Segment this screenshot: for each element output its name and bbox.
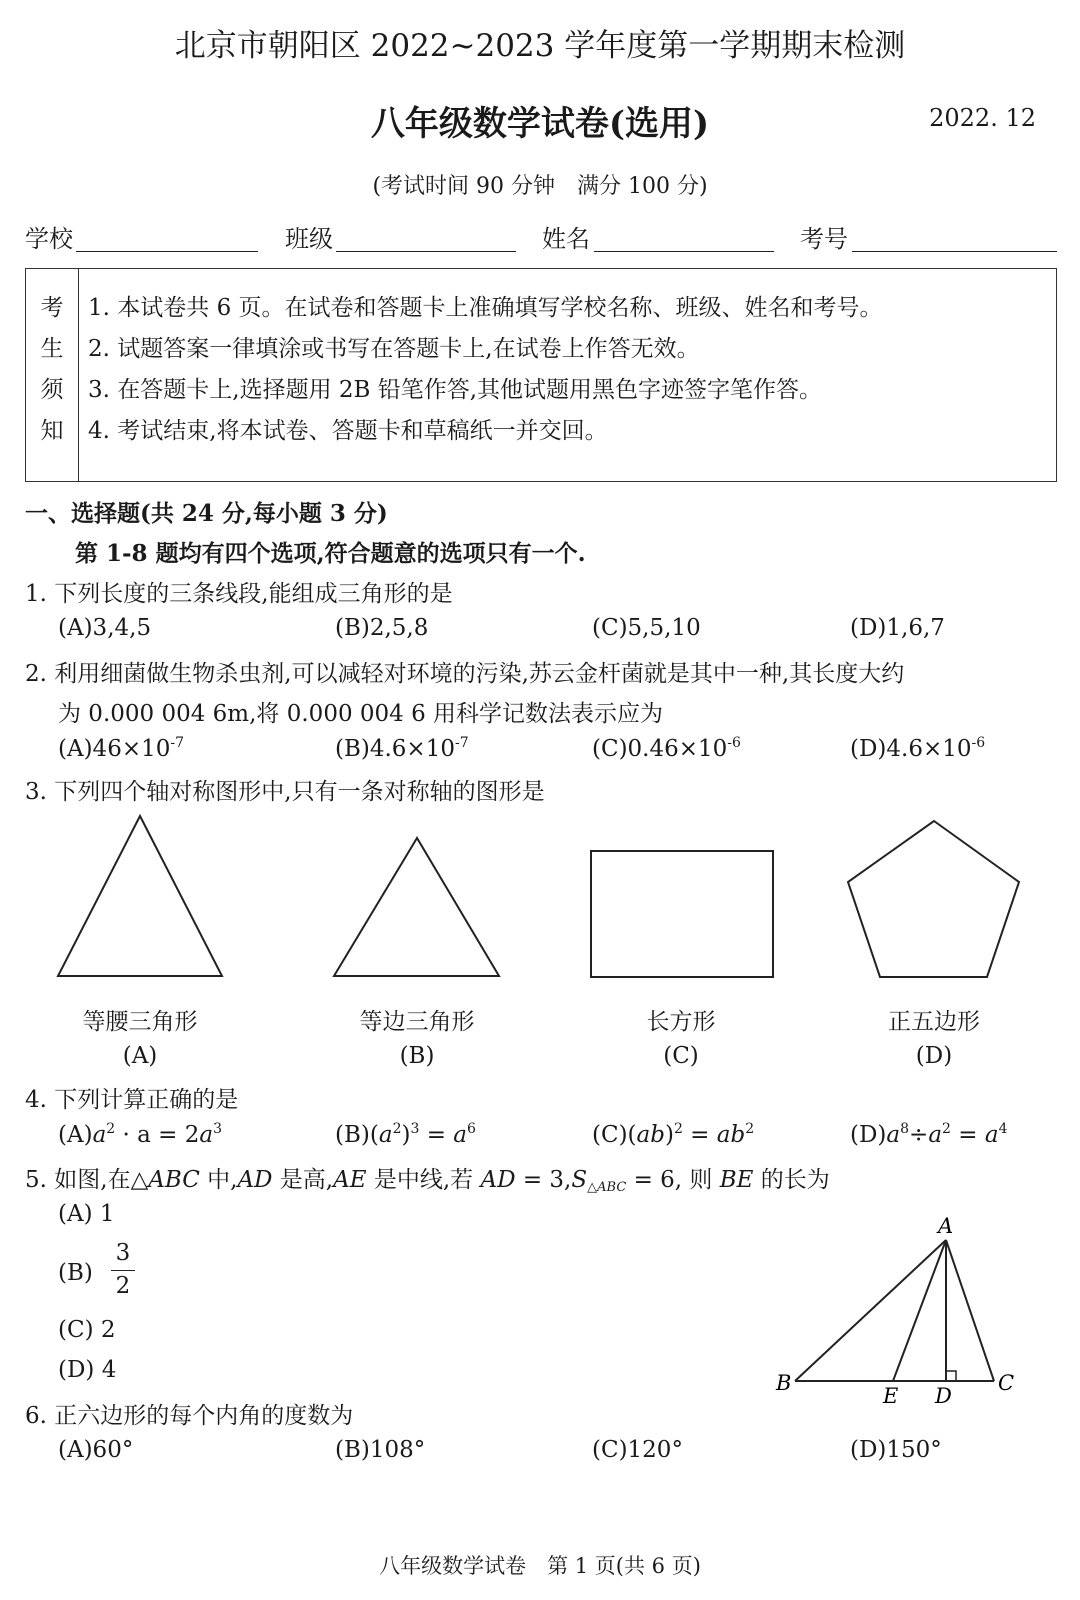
fraction-numerator: 3 — [115, 1240, 131, 1266]
equilateral-triangle-figure — [328, 830, 506, 983]
question-3-stem: 3. 下列四个轴对称图形中,只有一条对称轴的图形是 — [25, 779, 545, 805]
q5-option-a: (A) 1 — [58, 1201, 115, 1227]
page-footer: 八年级数学试卷 第 1 页(共 6 页) — [379, 1554, 701, 1578]
median-ae — [893, 1240, 946, 1381]
q2-option-c: $(C)0.46\times 10^{-6}$ — [592, 735, 741, 762]
q6-option-a: (A)60° — [58, 1437, 134, 1463]
figure-b-letter: (B) — [399, 1043, 435, 1069]
q5-option-b-fraction — [108, 1238, 138, 1301]
q4-option-b: $(B)(a^2)^3 = a^6$ — [335, 1121, 476, 1148]
question-1-stem: 1. 下列长度的三条线段,能组成三角形的是 — [25, 581, 453, 607]
q2-option-d: $(D)4.6\times 10^{-6}$ — [850, 735, 986, 762]
q6-option-b: (B)108° — [335, 1437, 426, 1463]
class-blank — [336, 251, 516, 252]
q2-option-b: $(B)4.6\times 10^{-7}$ — [335, 735, 469, 762]
notice-item: 3. 在答题卡上,选择题用 2B 铅笔作答,其他试题用黑色字迹签字笔作答。 — [88, 377, 823, 403]
question-2-stem-line2: 为 0.000 004 6m,将 0.000 004 6 用科学记数法表示应为 — [58, 701, 664, 727]
notice-item: 4. 考试结束,将本试卷、答题卡和草稿纸一并交回。 — [88, 418, 608, 444]
q6-option-d: (D)150° — [850, 1437, 942, 1463]
section-heading: 一、选择题(共 24 分,每小题 3 分) — [25, 500, 388, 527]
name-label: 姓名 — [542, 225, 590, 253]
school-label: 学校 — [25, 225, 73, 253]
q4-option-d: $(D)a^8\div a^2 = a^4$ — [850, 1121, 1008, 1148]
question-2-stem-line1: 2. 利用细菌做生物杀虫剂,可以减轻对环境的污染,苏云金杆菌就是其中一种,其长度大约 — [25, 661, 905, 687]
figure-a-caption: 等腰三角形 — [82, 1009, 198, 1035]
question-6-stem: 6. 正六边形的每个内角的度数为 — [25, 1403, 354, 1429]
right-angle-mark — [946, 1371, 956, 1381]
isosceles-triangle-figure — [50, 808, 230, 983]
candidate-notice-box — [25, 268, 1057, 482]
name-blank — [594, 251, 774, 252]
figure-c-caption: 长方形 — [646, 1009, 716, 1035]
notice-side-char: 须 — [40, 377, 64, 403]
vertex-label-b: B — [776, 1371, 792, 1395]
regular-pentagon-figure — [842, 815, 1027, 983]
exam-title: 北京市朝阳区 2022~2023 学年度第一学期期末检测 — [174, 28, 906, 64]
q1-option-b: (B)2,5,8 — [335, 615, 429, 641]
vertex-label-c: C — [998, 1371, 1015, 1395]
q1-option-d: (D)1,6,7 — [850, 615, 945, 641]
q4-option-a: $(A)a^2 \cdot a = 2a^3$ — [58, 1121, 223, 1148]
figure-d-caption: 正五边形 — [888, 1009, 980, 1035]
notice-side-char: 生 — [40, 336, 64, 362]
exam-date: 2022. 12 — [929, 104, 1036, 132]
fraction-denominator: 2 — [115, 1273, 131, 1299]
question-5-stem: 5. 如图,在△ABC 中,AD 是高,AE 是中线,若 AD = $3,S_{\triangle ABC} = 6$, 则 BE 的长为 — [25, 1167, 830, 1195]
q5-option-d: (D) 4 — [58, 1357, 117, 1383]
triangle-abc-figure — [770, 1205, 1040, 1420]
q6-option-c: (C)120° — [592, 1437, 683, 1463]
q1-option-c: (C)5,5,10 — [592, 615, 701, 641]
notice-item: 1. 本试卷共 6 页。在试卷和答题卡上准确填写学校名称、班级、姓名和考号。 — [88, 295, 883, 321]
q4-option-c: $(C)(ab)^2 = ab^2$ — [592, 1121, 755, 1148]
point-label-d: D — [935, 1384, 952, 1408]
notice-item: 2. 试题答案一律填涂或书写在答题卡上,在试卷上作答无效。 — [88, 336, 700, 362]
notice-side-char: 知 — [40, 418, 64, 444]
school-blank — [76, 251, 258, 252]
figure-a-letter: (A) — [122, 1043, 158, 1069]
paper-title: 八年级数学试卷(选用) — [370, 104, 710, 144]
q2-option-a: $(A)46\times 10^{-7}$ — [58, 735, 185, 762]
vertex-label-a: A — [938, 1214, 954, 1238]
side-ac — [946, 1240, 994, 1381]
class-label: 班级 — [285, 225, 333, 253]
notice-side-char: 考 — [40, 295, 64, 321]
figure-d-letter: (D) — [915, 1043, 953, 1069]
section-instruction: 第 1-8 题均有四个选项,符合题意的选项只有一个. — [75, 540, 586, 567]
point-label-e: E — [883, 1384, 899, 1408]
exam-number-blank — [852, 251, 1057, 252]
question-4-stem: 4. 下列计算正确的是 — [25, 1087, 239, 1113]
figure-c-letter: (C) — [663, 1043, 699, 1069]
side-ab — [795, 1240, 946, 1381]
figure-b-caption: 等边三角形 — [359, 1009, 475, 1035]
rectangle-figure — [585, 845, 780, 983]
notice-divider — [78, 269, 79, 481]
exam-duration-score: (考试时间 90 分钟 满分 100 分) — [372, 174, 708, 199]
q5-option-b-letter: (B) — [58, 1260, 93, 1286]
q5-option-c: (C) 2 — [58, 1317, 116, 1343]
exam-number-label: 考号 — [800, 225, 848, 253]
q1-option-a: (A)3,4,5 — [58, 615, 152, 641]
